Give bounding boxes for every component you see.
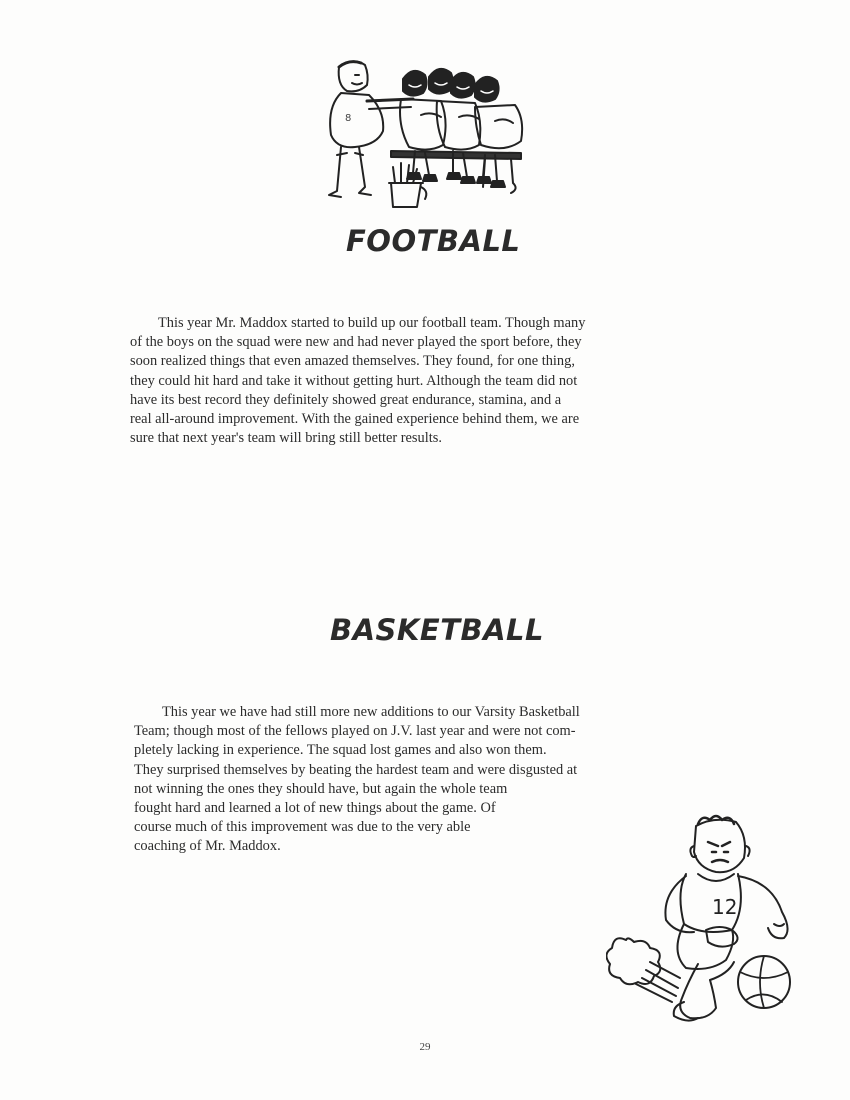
football-line: This year Mr. Maddox started to build up our football team. Though many [158,315,586,331]
basketball-line: fought hard and learned a lot of new things about the game. Of [134,800,496,817]
basketball-line: coaching of Mr. Maddox. [134,838,281,855]
football-line: of the boys on the squad were new and had never played the sport before, they [130,334,582,351]
basketball-player-illustration [606,812,802,1030]
basketball-paragraph [134,703,580,857]
basketball-line: pletely lacking in experience. The squad lost games and also won them. [134,742,547,759]
football-coach-bench-illustration [325,55,530,215]
basketball-line: This year we have had still more new additions to our Varsity Basketball [162,704,580,720]
jersey-number: 12 [712,895,738,919]
basketball-line: Team; though most of the fellows played on J.V. last year and were not com- [134,723,576,740]
basketball-line: course much of this improvement was due to the very able [134,819,471,836]
svg-text:8: 8 [345,113,352,124]
football-paragraph [130,314,585,448]
football-line: real all-around improvement. With the gained experience behind them, we are [130,411,580,428]
football-line: have its best record they definitely showed great endurance, stamina, and a [130,391,562,408]
football-line: soon realized things that even amazed themselves. They found, for one thing, [130,353,575,370]
page-number: 29 [419,1041,431,1053]
football-heading: FOOTBALL [346,224,521,258]
football-line: they could hit hard and take it without getting hurt. Although the team did not [130,372,578,389]
basketball-heading: BASKETBALL [330,613,545,647]
basketball-line: They surprised themselves by beating the hardest team and were disgusted at [134,761,578,778]
basketball-line: not winning the ones they should have, but again the whole team [134,780,508,797]
football-line: sure that next year's team will bring still better results. [130,430,442,447]
